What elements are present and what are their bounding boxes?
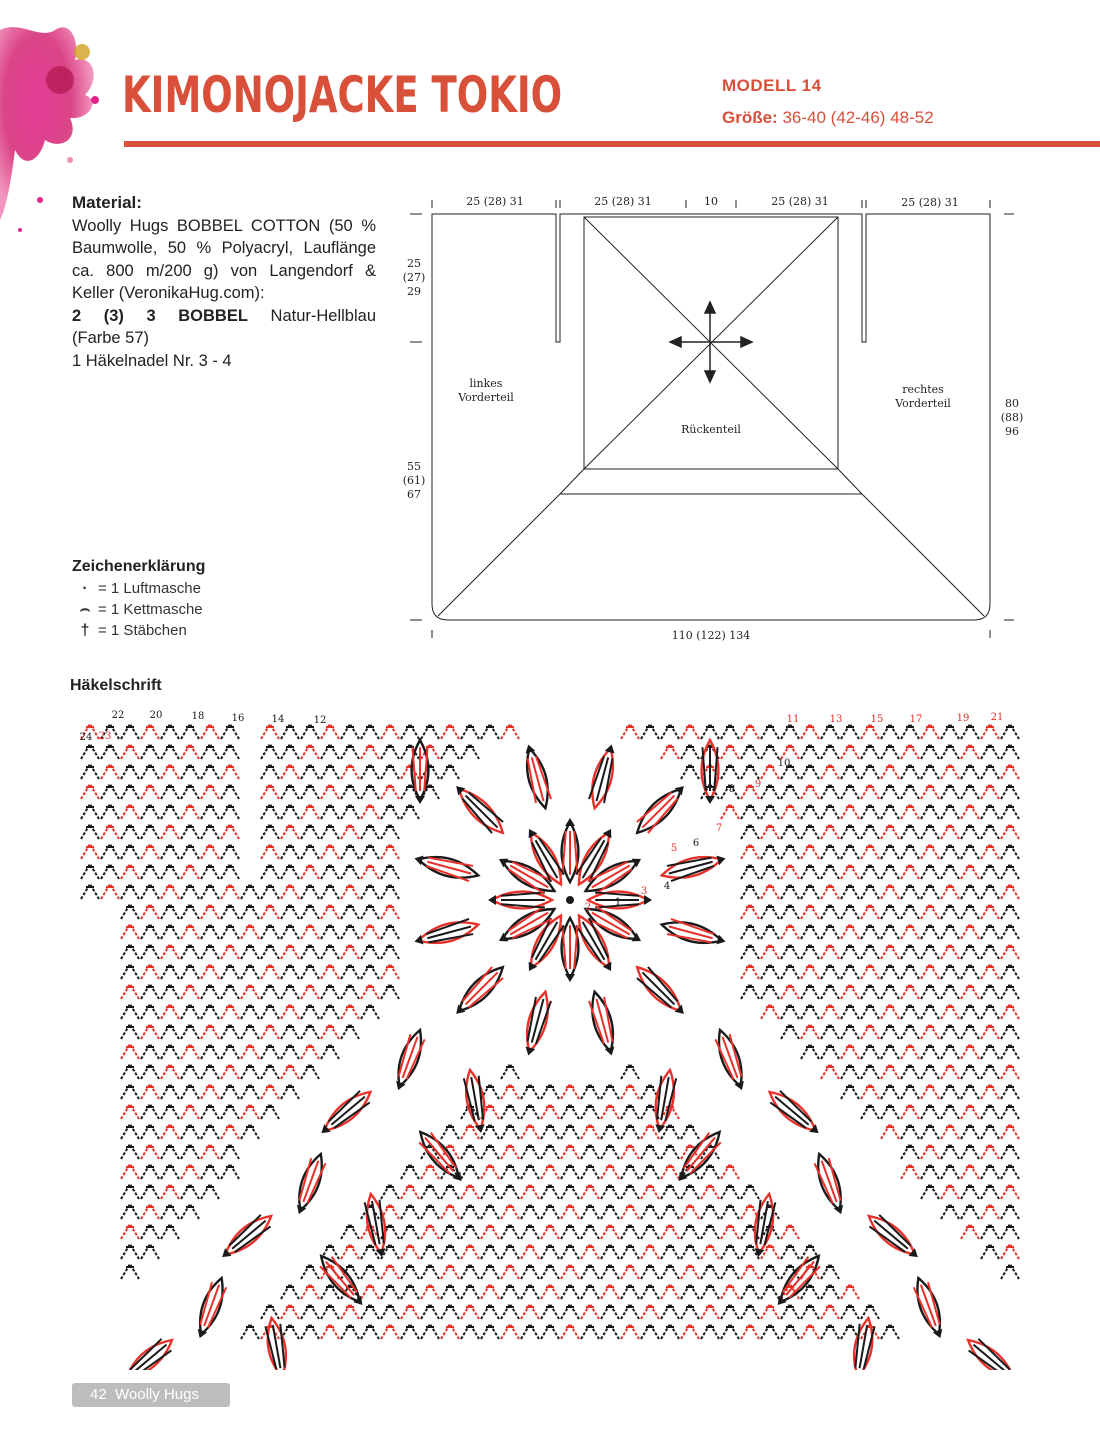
row-number: 16 — [231, 713, 245, 724]
petal-mark — [118, 1334, 178, 1370]
petal-tip — [675, 783, 688, 796]
hook-size: 1 Häkelnadel Nr. 3 - 4 — [72, 351, 232, 370]
petal-mark — [291, 1151, 329, 1217]
yarn-color-number: (Farbe 57) — [72, 329, 150, 347]
petal-mark — [450, 780, 509, 839]
petal-mark — [390, 1027, 428, 1093]
petal-mark — [911, 1275, 949, 1341]
size-info — [722, 108, 934, 128]
petal-mark — [586, 990, 620, 1058]
petal-tip — [219, 1248, 232, 1261]
material-line: Keller (VeronikaHug.com): — [72, 284, 265, 302]
dim-right: 80 — [1005, 397, 1019, 410]
petal-mark — [631, 780, 690, 839]
petal-mark — [631, 961, 690, 1020]
petal-tip — [565, 974, 575, 982]
petal-tip — [908, 1248, 921, 1261]
yarn-quantity: 2 (3) 3 BOBBEL — [72, 306, 248, 325]
double-crochet-symbol: † — [80, 622, 90, 639]
legend-label: = 1 Luftmasche — [98, 580, 201, 597]
round-number: 1 — [614, 897, 622, 908]
row-number: 12 — [313, 715, 327, 726]
row-number: 11 — [786, 714, 800, 725]
row-number: 13 — [829, 714, 843, 725]
dim-left-bottom: (61) — [402, 474, 426, 487]
crochet-chart — [60, 680, 1060, 1370]
petal-tip — [705, 796, 715, 804]
material-heading: Material: — [72, 193, 142, 212]
dim-left-top: (27) — [402, 271, 426, 284]
petal-tip — [809, 1124, 822, 1137]
petal-tip — [565, 818, 575, 826]
dim-right: (88) — [1000, 411, 1024, 424]
petal-mark — [412, 916, 480, 950]
petal-tip — [774, 1296, 787, 1309]
round-number: 5 — [670, 843, 678, 854]
round-number: 6 — [692, 838, 700, 849]
petal-tip — [488, 895, 496, 905]
material-section — [72, 192, 376, 372]
petal-mark — [192, 1275, 230, 1341]
round-number: 10 — [777, 758, 791, 769]
dim-left-top: 29 — [407, 285, 421, 298]
publication-name: Woolly Hugs — [115, 1386, 199, 1403]
dim-top-neck: 10 — [704, 195, 718, 208]
petal-mark — [520, 990, 554, 1058]
dim-bottom: 110 (122) 134 — [671, 629, 751, 642]
petal-mark — [651, 1069, 679, 1135]
row-number: 14 — [271, 714, 285, 725]
round-number: 8 — [728, 784, 736, 795]
petal-mark — [712, 1027, 750, 1093]
dim-left-bottom: 67 — [407, 488, 421, 501]
row-number: 22 — [111, 710, 125, 721]
petal-mark — [217, 1210, 277, 1264]
row-number: 20 — [149, 710, 163, 721]
legend-label: = 1 Kettmasche — [98, 601, 203, 618]
dim-left-bottom: 55 — [407, 460, 421, 473]
material-line: ca. 800 m/200 g) von Langendorf & — [72, 261, 376, 280]
dim-right: 96 — [1005, 425, 1019, 438]
petal-mark — [849, 1317, 877, 1370]
petal-mark — [315, 1251, 369, 1311]
back-label: Rückenteil — [681, 423, 741, 436]
petal-mark — [562, 918, 579, 982]
petal-mark — [520, 742, 554, 810]
model-number: MODELL 14 — [722, 76, 822, 95]
legend-heading: Zeichenerklärung — [72, 558, 206, 575]
legend-item — [72, 620, 205, 641]
petal-tip — [318, 1124, 331, 1137]
garment-schematic — [400, 186, 1030, 656]
row-number: 18 — [191, 711, 205, 722]
round-number: 4 — [663, 881, 671, 892]
material-line: Baumwolle, 50 % Polyacryl, Lauflänge — [72, 239, 376, 257]
petal-mark — [764, 1086, 824, 1140]
legend-item — [72, 578, 205, 599]
petal-mark — [316, 1086, 376, 1140]
chart-round-numbers — [585, 758, 791, 913]
petal-mark — [811, 1151, 849, 1217]
petal-mark — [863, 1210, 923, 1264]
dim-top-right-front: 25 (28) 31 — [901, 196, 959, 209]
slip-stitch-symbol: ⌢ — [79, 601, 91, 618]
round-number: 7 — [715, 823, 723, 834]
legend-item — [72, 599, 205, 620]
page-number: 42 — [90, 1386, 107, 1403]
row-number: 17 — [909, 714, 923, 725]
dim-top-back-left: 25 (28) 31 — [594, 195, 652, 208]
chart-heading: Häkelschrift — [70, 677, 162, 694]
dim-top-left-front: 25 (28) 31 — [466, 195, 524, 208]
yarn-line — [72, 305, 376, 328]
left-front-label: linkes — [469, 377, 503, 390]
row-number: 15 — [870, 714, 884, 725]
page-title: KIMONOJACKE TOKIO — [122, 66, 563, 124]
row-number: 19 — [956, 713, 970, 724]
symbol-legend — [72, 558, 205, 641]
petal-mark — [488, 892, 552, 909]
chart-center-motif — [118, 740, 1023, 1370]
page-footer — [72, 1383, 230, 1407]
petal-mark — [586, 742, 620, 810]
petal-mark — [412, 850, 480, 884]
petal-mark — [660, 916, 728, 950]
round-number: 9 — [754, 779, 762, 790]
petal-tip — [453, 783, 466, 796]
title-divider — [124, 141, 1100, 147]
size-label: Größe: — [722, 108, 778, 127]
petal-mark — [450, 961, 509, 1020]
row-number: 24 — [79, 732, 93, 743]
size-value: 36-40 (42-46) 48-52 — [782, 108, 934, 127]
right-front-label: Vorderteil — [895, 397, 951, 410]
petal-tip — [453, 1005, 466, 1018]
row-number: 21 — [990, 712, 1004, 723]
petal-mark — [771, 1251, 825, 1311]
legend-label: = 1 Stäbchen — [98, 622, 187, 639]
chain-stitch-symbol: · — [82, 580, 88, 597]
motif-center-mark — [566, 896, 574, 904]
petal-tip — [675, 1005, 688, 1018]
petal-tip — [353, 1296, 366, 1309]
petal-mark — [462, 1069, 490, 1135]
dim-left-top: 25 — [407, 257, 421, 270]
petal-tip — [415, 796, 425, 804]
petal-mark — [562, 818, 579, 882]
petal-mark — [963, 1334, 1023, 1370]
right-front-label: rechtes — [902, 383, 944, 396]
material-line: Woolly Hugs BOBBEL COTTON (50 % — [72, 216, 376, 235]
dim-top-back-right: 25 (28) 31 — [771, 195, 829, 208]
yarn-color: Natur-Hellblau — [270, 306, 376, 325]
left-front-label: Vorderteil — [458, 391, 514, 404]
chart-grid — [81, 724, 1019, 1339]
round-number: 2 — [584, 902, 592, 913]
round-number: 3 — [640, 886, 648, 897]
petal-mark — [660, 850, 728, 884]
row-number: 23 — [98, 731, 112, 742]
chart-row-numbers-right — [787, 712, 1004, 725]
petal-mark — [263, 1317, 291, 1370]
